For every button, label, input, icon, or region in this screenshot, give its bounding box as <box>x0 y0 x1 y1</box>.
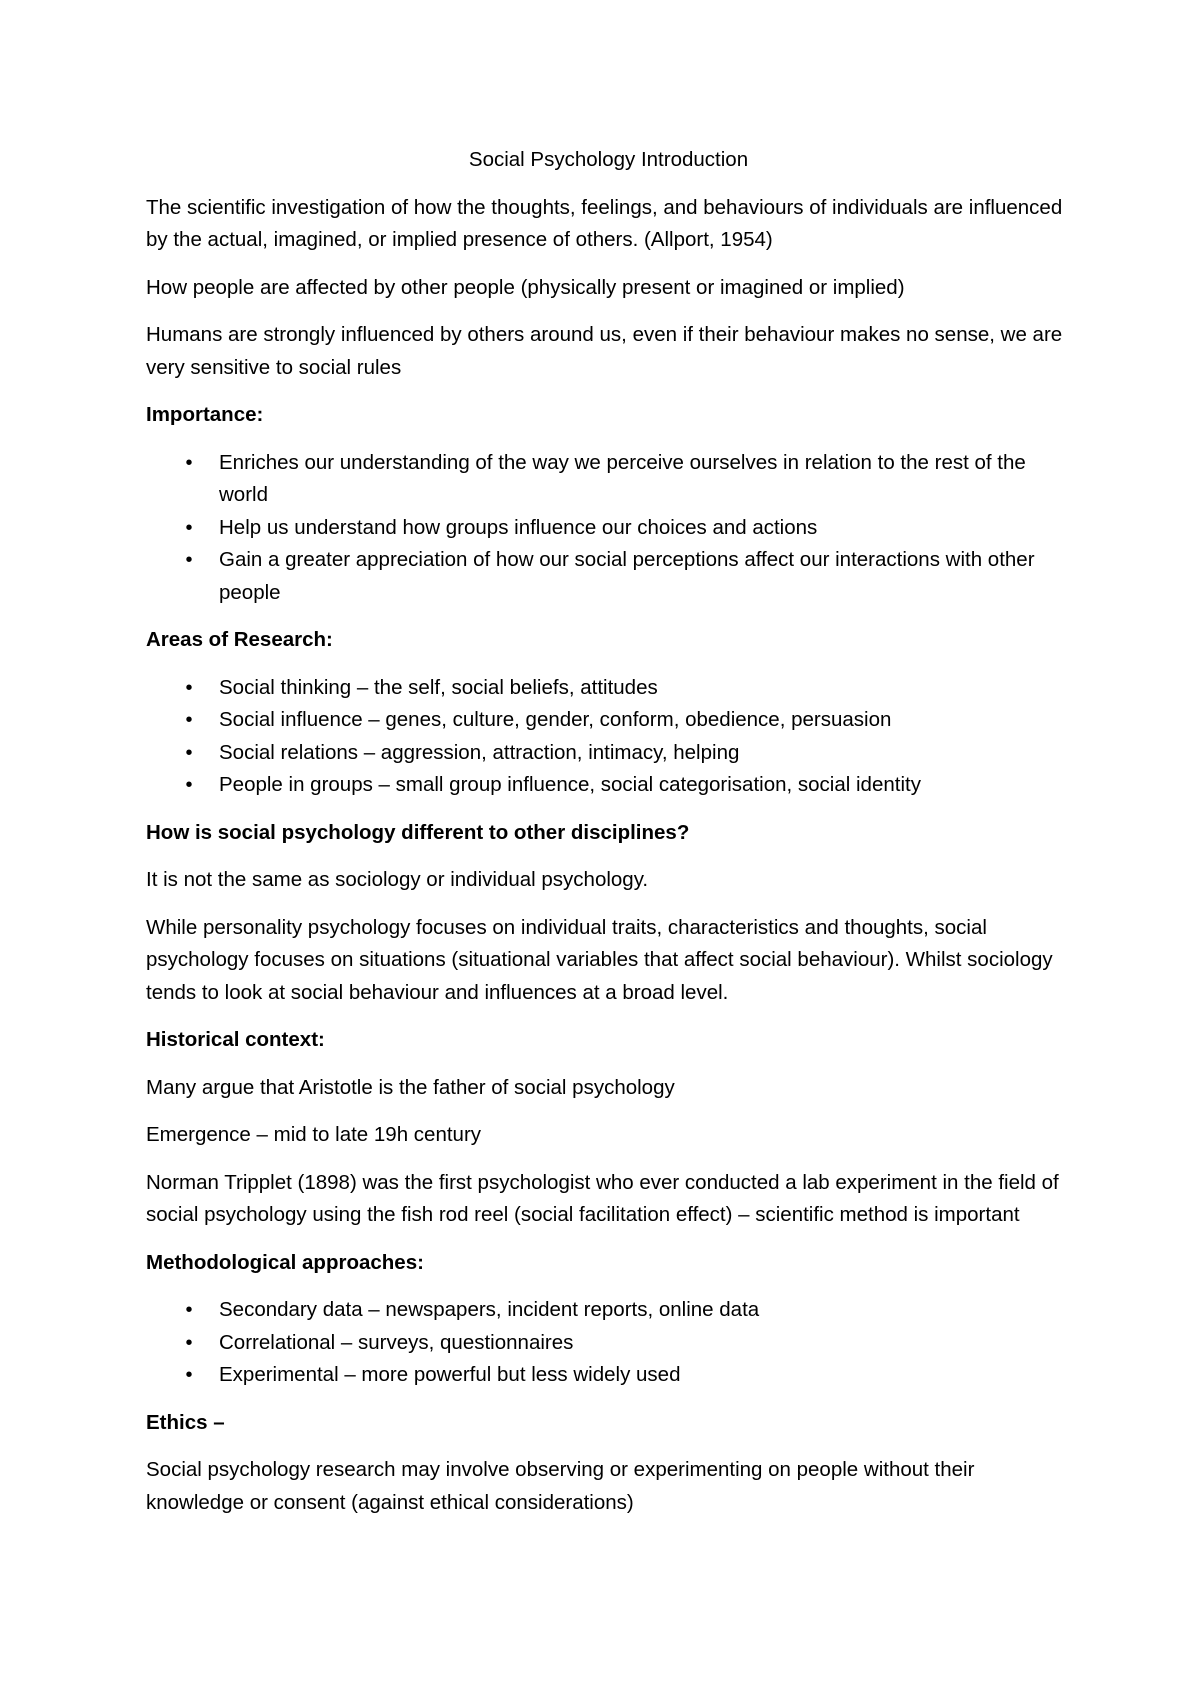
list-item <box>146 704 1071 737</box>
ethics-heading: Ethics – <box>146 1410 225 1434</box>
list-item <box>146 672 1071 705</box>
bullet-icon: • <box>185 1331 193 1354</box>
areas-heading: Areas of Research: <box>146 628 333 651</box>
bullet-icon: • <box>185 709 193 731</box>
list-item-text: Gain a greater appreciation of how our social perceptions affect our interactions with other people <box>219 548 1035 604</box>
different-paragraph-1: It is not the same as sociology or individual psychology. <box>146 868 649 891</box>
ethics-paragraph-1: Social psychology research may involve observing or experimenting on people without their knowledge or consent (against ethical considerations) <box>146 1458 975 1514</box>
bullet-icon: • <box>185 549 193 571</box>
document-page <box>146 144 1071 1534</box>
methods-heading: Methodological approaches: <box>146 1250 424 1274</box>
intro-paragraph-1: The scientific investigation of how the thoughts, feelings, and behaviours of individuals are influenced by the actual, imagined, or implied presence of others. (Allport, 1954) <box>146 195 1063 251</box>
list-item-text: Experimental – more powerful but less widely used <box>219 1363 681 1386</box>
list-item <box>146 512 1071 545</box>
list-item <box>146 1327 1071 1360</box>
list-item <box>146 544 1071 609</box>
areas-list <box>146 672 1071 802</box>
history-paragraph-2: Emergence – mid to late 19h century <box>146 1123 482 1146</box>
importance-list <box>146 447 1071 610</box>
list-item-text: Correlational – surveys, questionnaires <box>219 1330 574 1354</box>
history-paragraph-3: Norman Tripplet (1898) was the first psychologist who ever conducted a lab experiment in the field of social psychology using the fish rod reel (social facilitation effect) – scientific method is important <box>146 1170 1059 1226</box>
intro-paragraph-2: How people are affected by other people (physically present or imagined or implied) <box>146 275 905 299</box>
list-item-text: Social thinking – the self, social beliefs, attitudes <box>219 675 658 699</box>
history-paragraph-1: Many argue that Aristotle is the father of social psychology <box>146 1075 675 1099</box>
list-item-text: Help us understand how groups influence our choices and actions <box>219 515 818 539</box>
list-item-text: Enriches our understanding of the way we perceive ourselves in relation to the rest of the world <box>219 450 1026 506</box>
list-item-text: People in groups – small group influence, social categorisation, social identity <box>219 773 921 796</box>
intro-paragraph-3: Humans are strongly influenced by others around us, even if their behaviour makes no sense, we are very sensitive to social rules <box>146 323 1063 379</box>
list-item-text: Social relations – aggression, attraction, intimacy, helping <box>219 740 740 764</box>
list-item <box>146 769 1071 802</box>
bullet-icon: • <box>185 1364 193 1386</box>
different-paragraph-2: While personality psychology focuses on individual traits, characteristics and thoughts, social psychology focuses on situations (situational variables that affect social behaviour). Whilst sociology tends to look at social behaviour and influences at a broad level. <box>146 915 1053 1004</box>
bullet-icon: • <box>185 451 193 474</box>
list-item <box>146 1359 1071 1392</box>
bullet-icon: • <box>185 741 193 764</box>
bullet-icon: • <box>185 676 193 699</box>
list-item <box>146 737 1071 770</box>
bullet-icon: • <box>185 1299 193 1321</box>
methods-list <box>146 1294 1071 1392</box>
list-item-text: Social influence – genes, culture, gender, conform, obedience, persuasion <box>219 708 892 731</box>
list-item-text: Secondary data – newspapers, incident reports, online data <box>219 1298 760 1321</box>
bullet-icon: • <box>185 774 193 796</box>
list-item <box>146 1294 1071 1327</box>
document-title: Social Psychology Introduction <box>468 148 749 171</box>
list-item <box>146 447 1071 512</box>
bullet-icon: • <box>185 516 193 539</box>
different-heading: How is social psychology different to other disciplines? <box>146 820 690 844</box>
history-heading: Historical context: <box>146 1028 325 1051</box>
importance-heading: Importance: <box>146 403 264 426</box>
